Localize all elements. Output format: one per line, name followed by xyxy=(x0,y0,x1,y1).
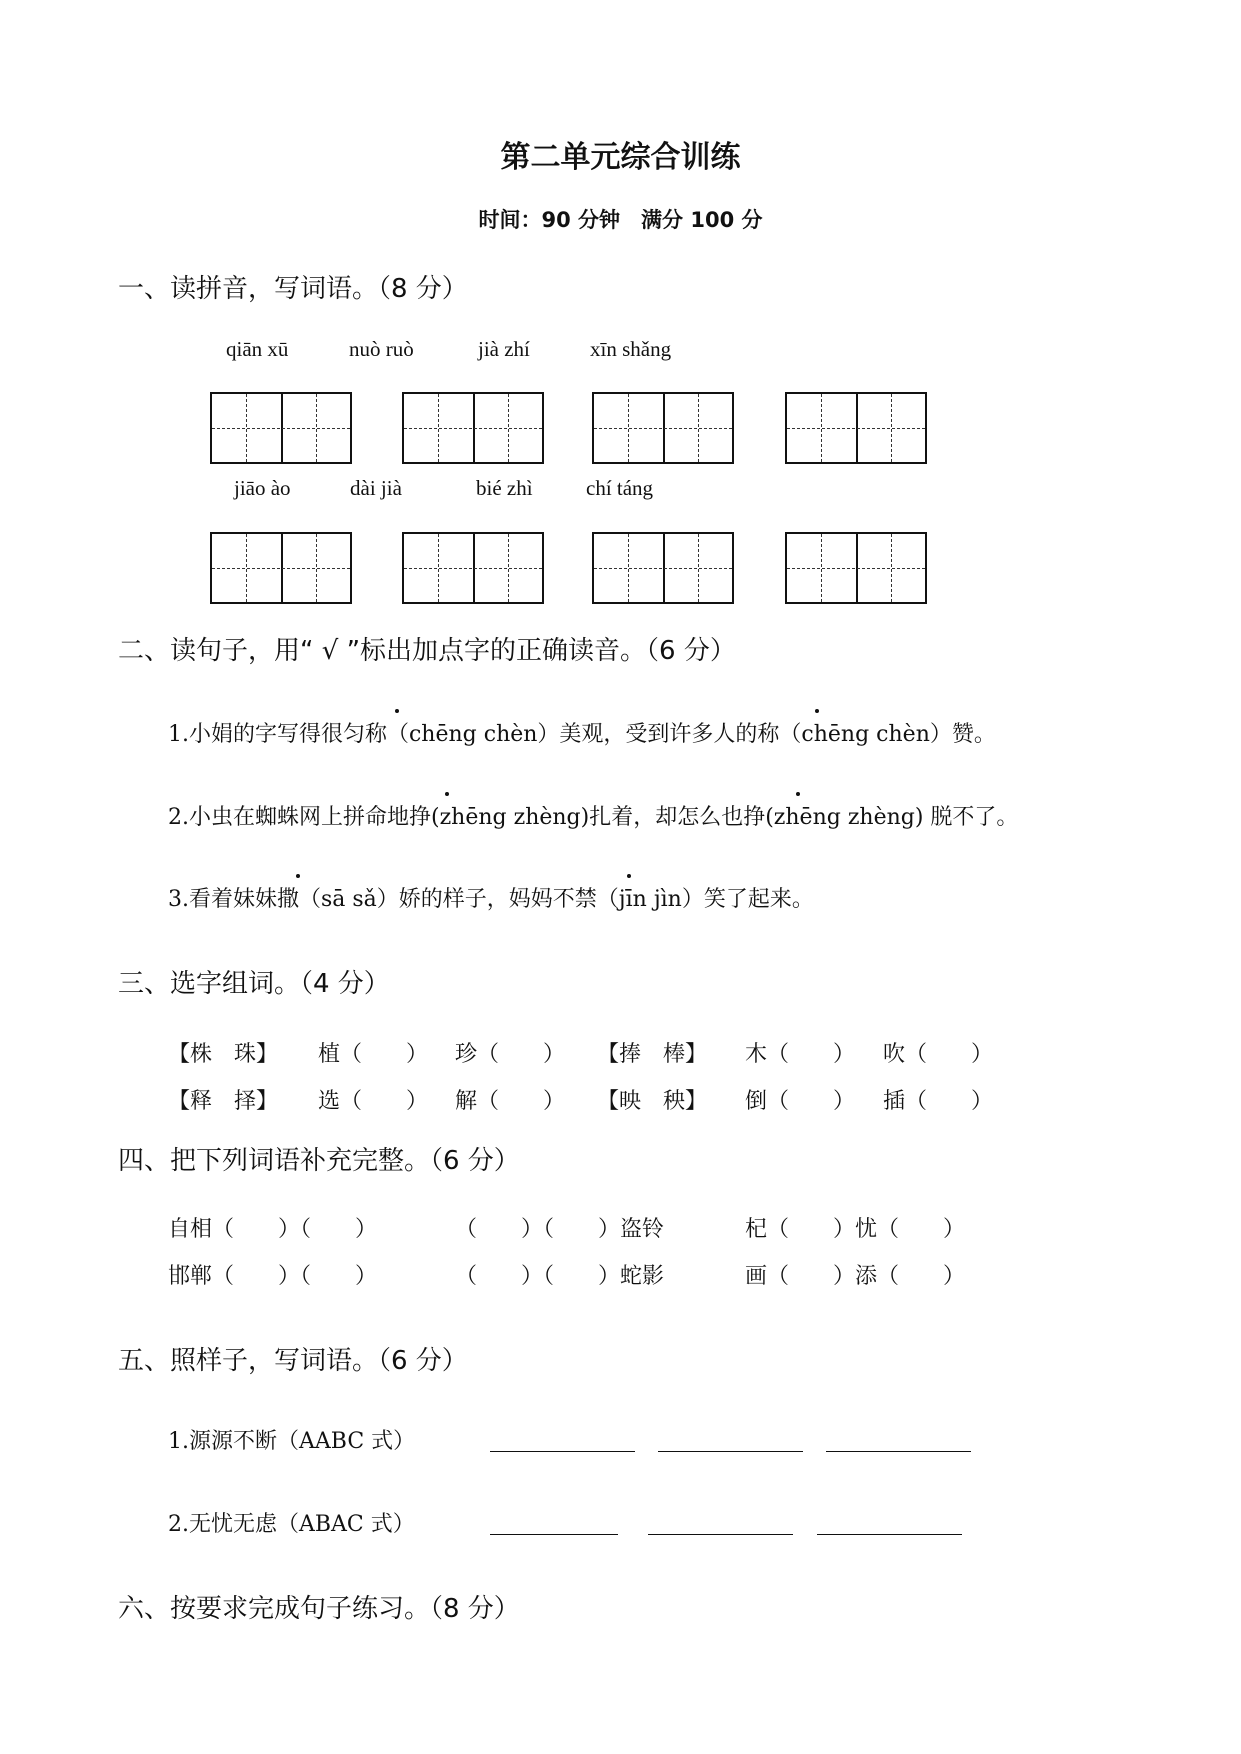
sentence-2: 2.小虫在蜘蛛网上拼命地挣(zhēng zhèng)扎着，却怎么也挣(zhēng zhèng) 脱不了。 xyxy=(168,805,1019,830)
pinyin-label: qiān xū xyxy=(226,337,289,361)
char-pair: 【捧 棒】 xyxy=(597,1042,708,1067)
pinyin-label: dài jià xyxy=(350,476,402,500)
answer-line[interactable] xyxy=(490,1451,635,1452)
answer-line[interactable] xyxy=(490,1534,618,1535)
sentence-3: 3.看着妹妹撒（sā sǎ）娇的样子，妈妈不禁（jīn jìn）笑了起来。 xyxy=(168,887,814,912)
emphasis-dot xyxy=(395,709,399,713)
pinyin-label: nuò ruò xyxy=(349,337,414,361)
pinyin-label: jiāo ào xyxy=(234,476,291,500)
word-blank: 倒（ ） xyxy=(745,1089,856,1114)
idiom-blank: 邯郸（ ）（ ） xyxy=(168,1264,378,1289)
writing-grid[interactable] xyxy=(592,532,734,604)
char-pair: 【映 秧】 xyxy=(597,1089,708,1114)
word-blank: 吹（ ） xyxy=(883,1042,994,1067)
pinyin-label: jià zhí xyxy=(478,337,530,361)
idiom-blank: 杞（ ）忧（ ） xyxy=(745,1217,966,1242)
answer-line[interactable] xyxy=(648,1534,793,1535)
answer-line[interactable] xyxy=(658,1451,803,1452)
section-5-heading: 五、照样子，写词语。（6 分） xyxy=(118,1346,468,1376)
section-2-heading: 二、读句子，用“ √ ”标出加点字的正确读音。（6 分） xyxy=(118,636,736,666)
answer-line[interactable] xyxy=(826,1451,971,1452)
emphasis-dot xyxy=(627,874,631,878)
section-4-heading: 四、把下列词语补充完整。（6 分） xyxy=(118,1146,520,1176)
pattern-question-2: 2.无忧无虑（ABAC 式） xyxy=(168,1512,415,1537)
section-6-heading: 六、按要求完成句子练习。（8 分） xyxy=(118,1594,520,1624)
exam-info: 时间：90 分钟 满分 100 分 xyxy=(478,208,763,232)
emphasis-dot xyxy=(796,792,800,796)
emphasis-dot xyxy=(296,874,300,878)
section-3-heading: 三、选字组词。（4 分） xyxy=(118,969,390,999)
idiom-blank: 自相（ ）（ ） xyxy=(168,1217,378,1242)
writing-grid[interactable] xyxy=(210,532,352,604)
word-blank: 珍（ ） xyxy=(455,1042,566,1067)
emphasis-dot xyxy=(445,792,449,796)
emphasis-dot xyxy=(815,709,819,713)
word-blank: 木（ ） xyxy=(745,1042,856,1067)
word-blank: 解（ ） xyxy=(455,1089,566,1114)
writing-grid[interactable] xyxy=(210,392,352,464)
writing-grid[interactable] xyxy=(402,392,544,464)
pattern-question-1: 1.源源不断（AABC 式） xyxy=(168,1429,416,1454)
char-pair: 【株 珠】 xyxy=(168,1042,279,1067)
idiom-blank: 画（ ）添（ ） xyxy=(745,1264,966,1289)
section-1-heading: 一、读拼音，写词语。（8 分） xyxy=(118,274,468,304)
answer-line[interactable] xyxy=(817,1534,962,1535)
writing-grid[interactable] xyxy=(785,392,927,464)
char-pair: 【释 择】 xyxy=(168,1089,279,1114)
pinyin-label: bié zhì xyxy=(476,476,533,500)
word-blank: 插（ ） xyxy=(883,1089,994,1114)
pinyin-label: chí táng xyxy=(586,476,654,500)
sentence-1: 1.小娟的字写得很匀称（chēng chèn）美观，受到许多人的称（chēng chèn）赞。 xyxy=(168,722,996,747)
pinyin-label: xīn shǎng xyxy=(590,337,672,361)
page-title: 第二单元综合训练 xyxy=(500,140,741,175)
idiom-blank: （ ）（ ）蛇影 xyxy=(455,1264,665,1289)
idiom-blank: （ ）（ ）盗铃 xyxy=(455,1217,665,1242)
word-blank: 植（ ） xyxy=(318,1042,429,1067)
writing-grid[interactable] xyxy=(592,392,734,464)
writing-grid[interactable] xyxy=(402,532,544,604)
writing-grid[interactable] xyxy=(785,532,927,604)
word-blank: 选（ ） xyxy=(318,1089,429,1114)
